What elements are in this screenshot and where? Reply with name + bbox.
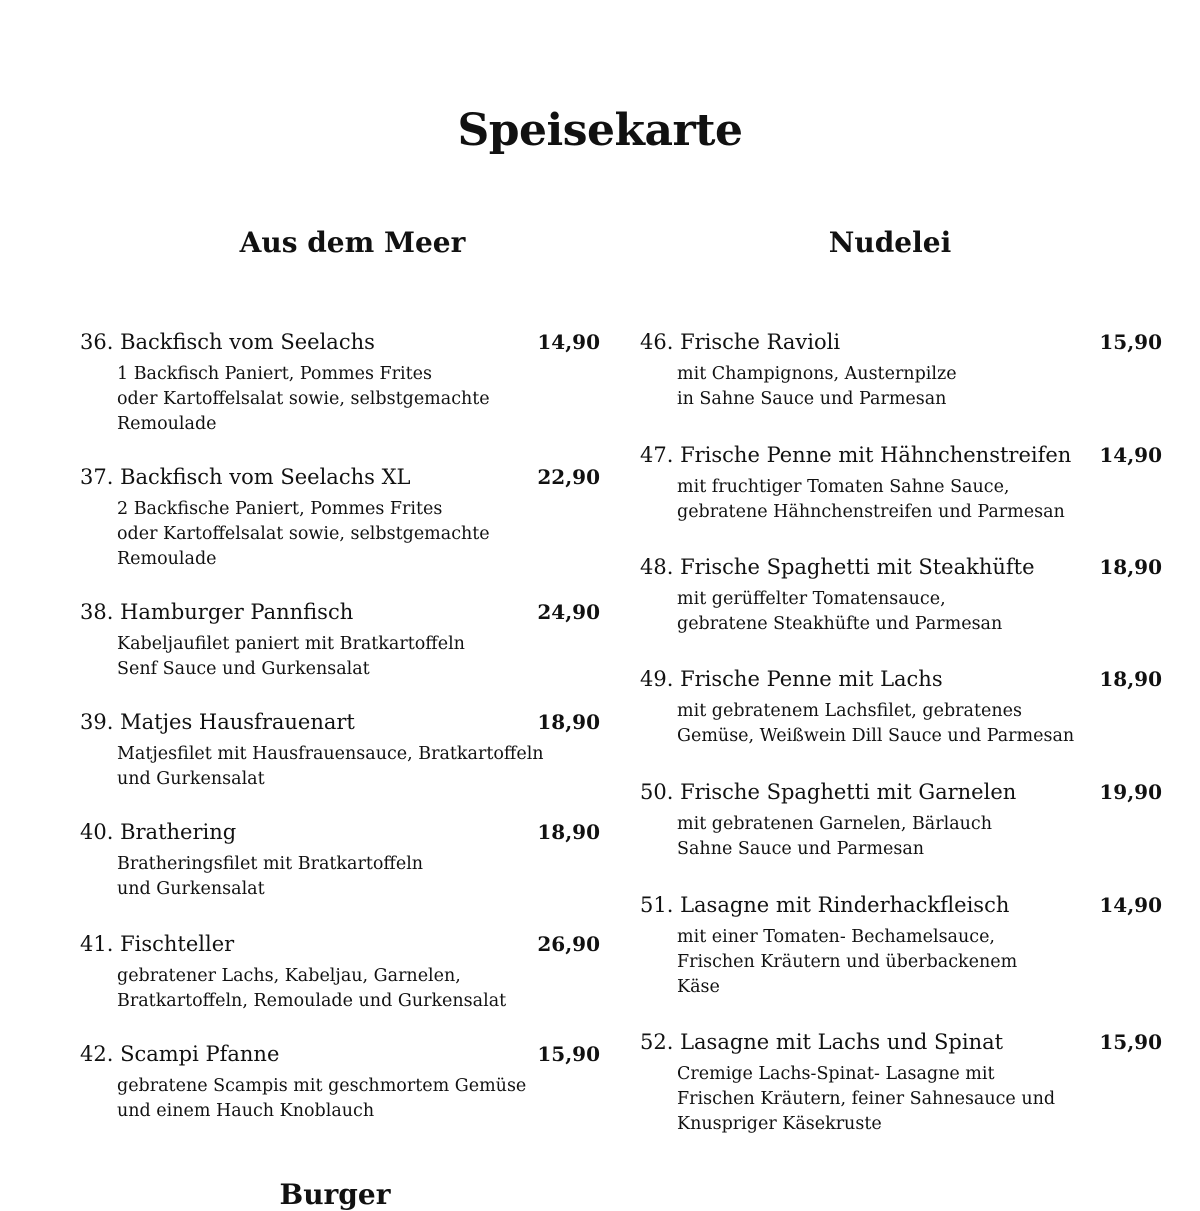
menu-item — [640, 443, 1162, 525]
menu-item-name: 50. Frische Spaghetti mit Garnelen — [640, 780, 1017, 804]
menu-item — [80, 330, 600, 437]
menu-item-header — [80, 465, 600, 489]
menu-item-name: 52. Lasagne mit Lachs und Spinat — [640, 1030, 1004, 1054]
menu-item — [80, 600, 600, 682]
menu-item-description: mit einer Tomaten- Bechamelsauce, Frischen Kräutern und überbackenem Käse — [677, 927, 1018, 997]
menu-item-description: Kabeljaufilet paniert mit Bratkartoffeln Senf Sauce und Gurkensalat — [117, 634, 465, 679]
menu-item-header — [640, 667, 1162, 691]
menu-item — [80, 932, 600, 1014]
menu-item-description: mit fruchtiger Tomaten Sahne Sauce, gebratene Hähnchenstreifen und Parmesan — [677, 477, 1065, 522]
section-title-aus-dem-meer: Aus dem Meer — [239, 226, 466, 259]
menu-item-name: 46. Frische Ravioli — [640, 330, 841, 354]
menu-item-header — [80, 710, 600, 734]
menu-item-price: 15,90 — [1099, 1030, 1162, 1054]
menu-item-description: gebratener Lachs, Kabeljau, Garnelen, Bratkartoffeln, Remoulade und Gurkensalat — [117, 966, 507, 1011]
menu-item-name: 47. Frische Penne mit Hähnchenstreifen — [640, 443, 1072, 467]
menu-item-price: 26,90 — [537, 932, 600, 956]
menu-item-price: 24,90 — [537, 600, 600, 624]
menu-item-header — [640, 1030, 1162, 1054]
menu-item-price: 18,90 — [537, 710, 600, 734]
menu-item — [640, 893, 1162, 1000]
menu-item-header — [80, 932, 600, 956]
menu-item-description: mit gebratenem Lachsfilet, gebratenes Gemüse, Weißwein Dill Sauce und Parmesan — [677, 701, 1075, 746]
menu-item-description: mit gerüffelter Tomatensauce, gebratene Steakhüfte und Parmesan — [677, 589, 1003, 634]
menu-item-price: 14,90 — [537, 330, 600, 354]
menu-item-header — [80, 1042, 600, 1066]
menu-item-name: 37. Backfisch vom Seelachs XL — [80, 465, 411, 489]
menu-item-header — [80, 330, 600, 354]
menu-item-description: Bratheringsfilet mit Bratkartoffeln und Gurkensalat — [117, 854, 424, 899]
menu-item-price: 18,90 — [537, 820, 600, 844]
menu-item-price: 18,90 — [1099, 555, 1162, 579]
menu-item-name: 48. Frische Spaghetti mit Steakhüfte — [640, 555, 1035, 579]
menu-item-name: 39. Matjes Hausfrauenart — [80, 710, 355, 734]
menu-item-description: mit Champignons, Austernpilze in Sahne Sauce und Parmesan — [677, 364, 957, 409]
menu-item — [80, 820, 600, 902]
section-title-nudelei: Nudelei — [828, 226, 952, 259]
menu-item-description: mit gebratenen Garnelen, Bärlauch Sahne Sauce und Parmesan — [677, 814, 992, 859]
menu-item-description: 2 Backfische Paniert, Pommes Frites oder Kartoffelsalat sowie, selbstgemachte Remoulade — [117, 499, 490, 569]
menu-item — [80, 710, 600, 792]
page-title: Speisekarte — [457, 105, 743, 156]
menu-item — [80, 465, 600, 572]
menu-item-description: 1 Backfisch Paniert, Pommes Frites oder Kartoffelsalat sowie, selbstgemachte Remoulade — [117, 364, 490, 434]
menu-item-price: 15,90 — [537, 1042, 600, 1066]
menu-item-price: 14,90 — [1099, 443, 1162, 467]
menu-item-price: 19,90 — [1099, 780, 1162, 804]
menu-item-name: 40. Brathering — [80, 820, 237, 844]
menu-item-name: 36. Backfisch vom Seelachs — [80, 330, 375, 354]
menu-item-name: 38. Hamburger Pannfisch — [80, 600, 354, 624]
menu-item-name: 49. Frische Penne mit Lachs — [640, 667, 943, 691]
menu-item-header — [640, 330, 1162, 354]
menu-item-header — [640, 555, 1162, 579]
menu-item-header — [640, 893, 1162, 917]
menu-item — [640, 555, 1162, 637]
menu-item-name: 42. Scampi Pfanne — [80, 1042, 280, 1066]
menu-item-header — [80, 820, 600, 844]
menu-item-header — [80, 600, 600, 624]
menu-item-description: Matjesfilet mit Hausfrauensauce, Bratkartoffeln und Gurkensalat — [117, 744, 544, 789]
menu-item-description: gebratene Scampis mit geschmortem Gemüse und einem Hauch Knoblauch — [117, 1076, 527, 1121]
menu-item-price: 18,90 — [1099, 667, 1162, 691]
menu-item-name: 41. Fischteller — [80, 932, 235, 956]
menu-item-name: 51. Lasagne mit Rinderhackfleisch — [640, 893, 1010, 917]
menu-item-header — [640, 443, 1162, 467]
menu-item-price: 22,90 — [537, 465, 600, 489]
menu-item-description: Cremige Lachs-Spinat- Lasagne mit Frischen Kräutern, feiner Sahnesauce und Knuspriger Käsekruste — [677, 1064, 1056, 1134]
menu-item — [640, 330, 1162, 412]
menu-item-price: 14,90 — [1099, 893, 1162, 917]
menu-item — [640, 667, 1162, 749]
menu-item — [640, 1030, 1162, 1137]
menu-item-price: 15,90 — [1099, 330, 1162, 354]
section-title-burger: Burger — [279, 1178, 391, 1211]
menu-item-header — [640, 780, 1162, 804]
menu-item — [640, 780, 1162, 862]
menu-item — [80, 1042, 600, 1124]
